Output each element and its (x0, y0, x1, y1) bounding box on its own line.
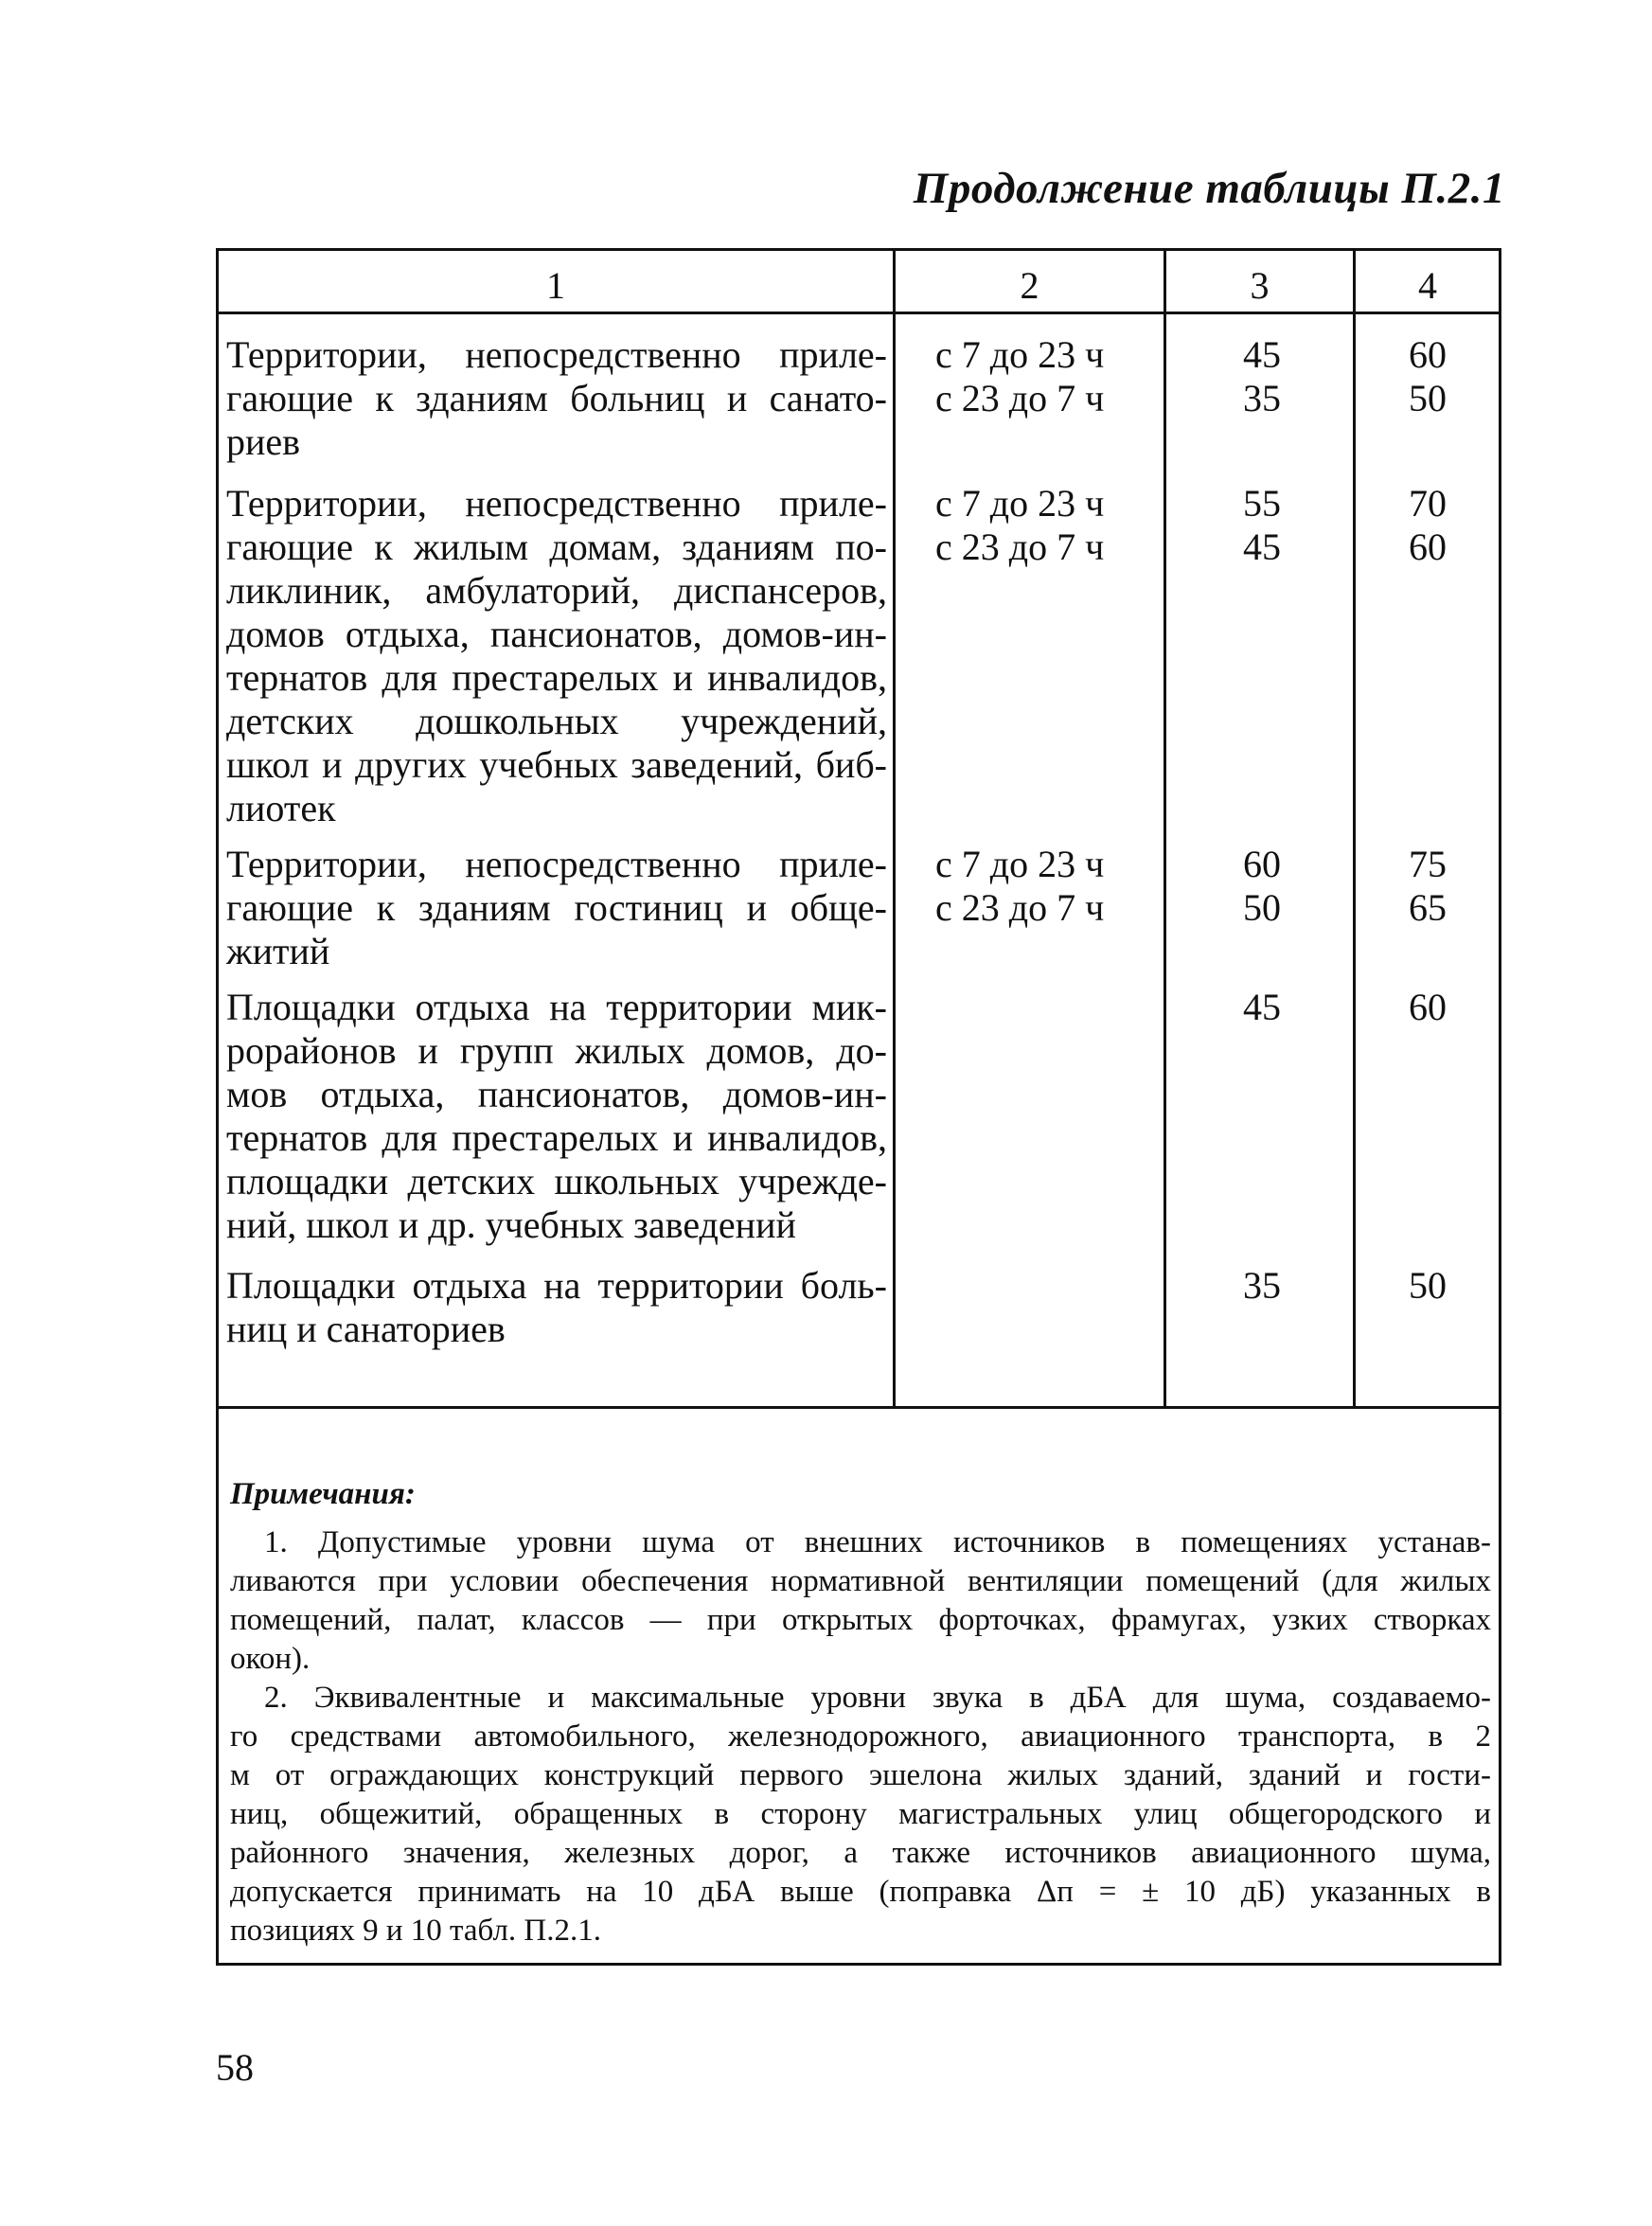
value-day: 45 (1243, 333, 1281, 376)
description-line: тернатов для престарелых и инвалидов, (226, 656, 887, 699)
header-col-1: 1 (546, 264, 565, 307)
value-night: 65 (1409, 886, 1447, 929)
header-divider (219, 312, 1499, 314)
description-line: гающие к зданиям гостиниц и обще- (226, 886, 887, 929)
page-number: 58 (216, 2046, 254, 2089)
territory-description (226, 482, 887, 830)
note-2 (230, 1679, 1491, 1950)
time-night: с 23 до 7 ч (935, 377, 1105, 419)
table-caption: Продолжение таблицы П.2.1 (913, 164, 1505, 213)
note-line: помещений, палат, классов — при открытых форточках, фрамугах, узких створках (230, 1603, 1491, 1637)
time-period (935, 482, 1181, 569)
value-day: 55 (1243, 482, 1281, 525)
description-line: школ и других учебных заведений, биб- (226, 743, 887, 786)
maximum-level (1357, 1264, 1499, 1308)
value-night: 50 (1409, 377, 1447, 419)
note-line: районного значения, железных дорог, а также источников авиационного шума, (230, 1836, 1491, 1870)
value-single: 60 (1409, 986, 1447, 1028)
time-period (935, 843, 1181, 930)
column-divider-2 (1164, 251, 1166, 1406)
maximum-level (1357, 843, 1499, 930)
territory-description (226, 843, 887, 973)
equivalent-level (1167, 333, 1357, 420)
description-line: житий (226, 930, 330, 972)
description-line: площадки детских школьных учрежде- (226, 1160, 887, 1202)
value-day: 60 (1243, 843, 1281, 885)
description-line: Площадки отдыха на территории боль- (226, 1264, 887, 1307)
description-line: гающие к зданиям больниц и санато- (226, 377, 887, 419)
note-line: окон). (230, 1642, 311, 1676)
column-divider-1 (893, 251, 896, 1406)
notes-title: Примечания: (230, 1477, 416, 1511)
header-col-2: 2 (1020, 264, 1039, 307)
notes-divider (219, 1406, 1499, 1409)
description-line: тернатов для престарелых и инвалидов, (226, 1116, 887, 1159)
description-line: ликлиник, амбулаторий, диспансеров, (226, 569, 887, 612)
value-night: 35 (1243, 377, 1281, 419)
territory-description (226, 333, 887, 464)
equivalent-level (1167, 843, 1357, 930)
note-line: ливаются при условии обеспечения нормативной вентиляции помещений (для жилых (230, 1564, 1491, 1598)
note-1 (230, 1523, 1491, 1679)
description-line: ниц и санаториев (226, 1308, 506, 1350)
time-day: с 7 до 23 ч (935, 333, 1105, 376)
equivalent-level (1167, 1264, 1357, 1308)
description-line: детских дошкольных учреждений, (226, 700, 887, 742)
notes-section (230, 1475, 1491, 1950)
note-line: 1. Допустимые уровни шума от внешних источников в помещениях устанав- (264, 1525, 1491, 1559)
note-line: го средствами автомобильного, железнодорожного, авиационного транспорта, в 2 (230, 1719, 1491, 1754)
column-divider-3 (1353, 251, 1356, 1406)
header-col-4: 4 (1418, 264, 1437, 307)
description-line: лиотек (226, 787, 336, 829)
note-line: м от ограждающих конструкций первого эшелона жилых зданий, зданий и гости- (230, 1758, 1491, 1792)
value-night: 45 (1243, 525, 1281, 568)
value-day: 75 (1409, 843, 1447, 885)
note-line: допускается принимать на 10 дБА выше (поправка Δп = ± 10 дБ) указанных в (230, 1875, 1491, 1909)
time-day: с 7 до 23 ч (935, 482, 1105, 525)
equivalent-level (1167, 986, 1357, 1029)
description-line: мов отдыха, пансионатов, домов-ин- (226, 1073, 887, 1115)
value-night: 60 (1409, 525, 1447, 568)
note-line: позициях 9 и 10 табл. П.2.1. (230, 1914, 602, 1948)
maximum-level (1357, 482, 1499, 569)
description-line: Площадки отдыха на территории мик- (226, 986, 887, 1028)
equivalent-level (1167, 482, 1357, 569)
note-line: ниц, общежитий, обращенных в сторону магистральных улиц общегородского и (230, 1797, 1491, 1831)
value-single: 35 (1243, 1264, 1281, 1307)
description-line: домов отдыха, пансионатов, домов-ин- (226, 613, 887, 655)
time-period (935, 333, 1181, 420)
description-line: риев (226, 420, 301, 463)
description-line: гающие к жилым домам, зданиям по- (226, 525, 887, 568)
description-line: Территории, непосредственно приле- (226, 843, 887, 885)
time-day: с 7 до 23 ч (935, 843, 1105, 885)
description-line: Территории, непосредственно приле- (226, 333, 887, 376)
value-day: 70 (1409, 482, 1447, 525)
value-single: 45 (1243, 986, 1281, 1028)
noise-levels-table (216, 248, 1501, 1966)
note-line: 2. Эквивалентные и максимальные уровни звука в дБА для шума, создаваемо- (264, 1681, 1491, 1715)
time-night: с 23 до 7 ч (935, 886, 1105, 929)
header-col-3: 3 (1250, 264, 1270, 307)
value-single: 50 (1409, 1264, 1447, 1307)
description-line: Территории, непосредственно приле- (226, 482, 887, 525)
value-day: 60 (1409, 333, 1447, 376)
territory-description (226, 1264, 887, 1351)
maximum-level (1357, 333, 1499, 420)
value-night: 50 (1243, 886, 1281, 929)
description-line: рорайонов и групп жилых домов, до- (226, 1029, 887, 1072)
time-night: с 23 до 7 ч (935, 525, 1105, 568)
territory-description (226, 986, 887, 1247)
description-line: ний, школ и др. учебных заведений (226, 1203, 796, 1246)
maximum-level (1357, 986, 1499, 1029)
